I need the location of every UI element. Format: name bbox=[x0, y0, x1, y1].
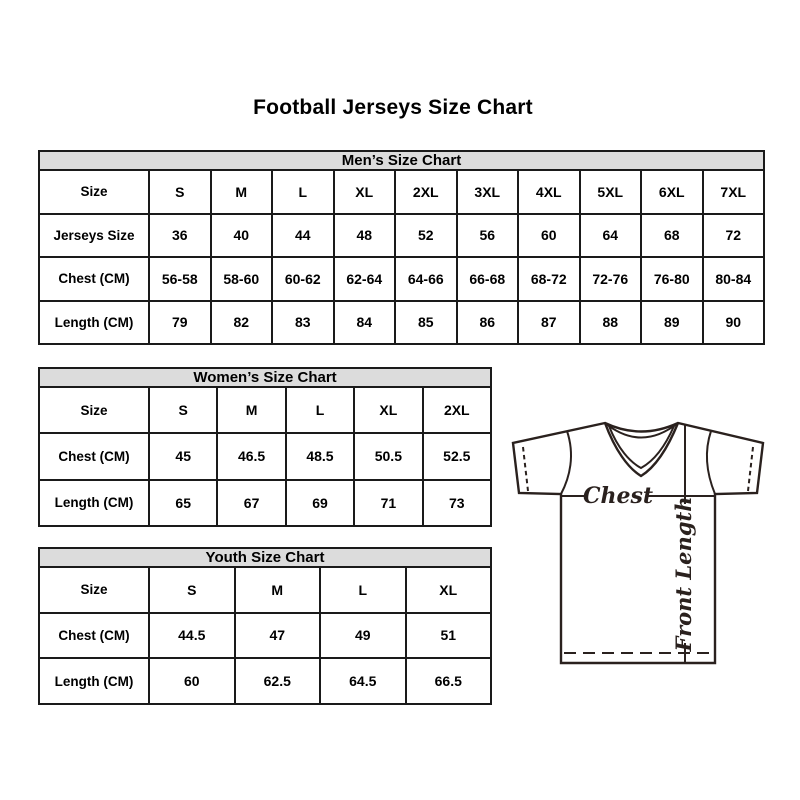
mens-value-cell: 66-68 bbox=[457, 257, 519, 301]
mens-row-label: Jerseys Size bbox=[39, 214, 149, 258]
mens-row bbox=[39, 170, 764, 214]
mens-value-cell: 5XL bbox=[580, 170, 642, 214]
youth-value-cell: 60 bbox=[149, 658, 235, 704]
youth-value-cell: 62.5 bbox=[235, 658, 321, 704]
womens-value-cell: 67 bbox=[217, 480, 285, 526]
womens-value-cell: L bbox=[286, 387, 354, 433]
jersey-measurement-diagram bbox=[500, 400, 780, 680]
mens-row bbox=[39, 214, 764, 258]
womens-row bbox=[39, 387, 491, 433]
mens-value-cell: 60 bbox=[518, 214, 580, 258]
womens-value-cell: 48.5 bbox=[286, 433, 354, 479]
mens-row-label: Length (CM) bbox=[39, 301, 149, 345]
mens-value-cell: 56 bbox=[457, 214, 519, 258]
womens-value-cell: 50.5 bbox=[354, 433, 422, 479]
front-length-label: Front Length bbox=[671, 496, 696, 652]
mens-value-cell: 2XL bbox=[395, 170, 457, 214]
youth-value-cell: 47 bbox=[235, 613, 321, 659]
mens-size-table bbox=[38, 150, 765, 345]
youth-value-cell: 64.5 bbox=[320, 658, 406, 704]
mens-value-cell: 89 bbox=[641, 301, 703, 345]
womens-value-cell: 73 bbox=[423, 480, 491, 526]
mens-value-cell: 76-80 bbox=[641, 257, 703, 301]
youth-row-label: Size bbox=[39, 567, 149, 613]
mens-value-cell: L bbox=[272, 170, 334, 214]
womens-value-cell: 2XL bbox=[423, 387, 491, 433]
womens-header-row bbox=[39, 368, 491, 387]
mens-value-cell: 64 bbox=[580, 214, 642, 258]
mens-value-cell: 80-84 bbox=[703, 257, 765, 301]
mens-value-cell: 56-58 bbox=[149, 257, 211, 301]
mens-value-cell: 52 bbox=[395, 214, 457, 258]
mens-value-cell: 86 bbox=[457, 301, 519, 345]
chest-label: Chest bbox=[582, 483, 654, 509]
youth-header-row bbox=[39, 548, 491, 567]
mens-value-cell: 3XL bbox=[457, 170, 519, 214]
womens-value-cell: 65 bbox=[149, 480, 217, 526]
womens-row bbox=[39, 433, 491, 479]
youth-value-cell: M bbox=[235, 567, 321, 613]
womens-value-cell: S bbox=[149, 387, 217, 433]
mens-value-cell: 82 bbox=[211, 301, 273, 345]
womens-value-cell: 45 bbox=[149, 433, 217, 479]
mens-value-cell: 72-76 bbox=[580, 257, 642, 301]
youth-value-cell: 51 bbox=[406, 613, 492, 659]
mens-value-cell: 72 bbox=[703, 214, 765, 258]
womens-value-cell: M bbox=[217, 387, 285, 433]
youth-value-cell: 66.5 bbox=[406, 658, 492, 704]
mens-value-cell: 68-72 bbox=[518, 257, 580, 301]
youth-value-cell: XL bbox=[406, 567, 492, 613]
mens-value-cell: 58-60 bbox=[211, 257, 273, 301]
youth-row bbox=[39, 658, 491, 704]
mens-header-row bbox=[39, 151, 764, 170]
womens-value-cell: 46.5 bbox=[217, 433, 285, 479]
youth-value-cell: 49 bbox=[320, 613, 406, 659]
youth-row bbox=[39, 613, 491, 659]
womens-row-label: Chest (CM) bbox=[39, 433, 149, 479]
mens-value-cell: 83 bbox=[272, 301, 334, 345]
mens-value-cell: S bbox=[149, 170, 211, 214]
mens-row bbox=[39, 301, 764, 345]
mens-value-cell: 64-66 bbox=[395, 257, 457, 301]
womens-value-cell: 69 bbox=[286, 480, 354, 526]
womens-value-cell: 52.5 bbox=[423, 433, 491, 479]
mens-value-cell: 84 bbox=[334, 301, 396, 345]
mens-value-cell: 4XL bbox=[518, 170, 580, 214]
mens-value-cell: 6XL bbox=[641, 170, 703, 214]
womens-row-label: Length (CM) bbox=[39, 480, 149, 526]
mens-value-cell: 79 bbox=[149, 301, 211, 345]
mens-value-cell: 40 bbox=[211, 214, 273, 258]
mens-row bbox=[39, 257, 764, 301]
mens-value-cell: 60-62 bbox=[272, 257, 334, 301]
mens-row-label: Chest (CM) bbox=[39, 257, 149, 301]
mens-value-cell: 44 bbox=[272, 214, 334, 258]
youth-row bbox=[39, 567, 491, 613]
mens-value-cell: XL bbox=[334, 170, 396, 214]
mens-value-cell: 85 bbox=[395, 301, 457, 345]
youth-row-label: Chest (CM) bbox=[39, 613, 149, 659]
mens-table-title: Men’s Size Chart bbox=[39, 151, 764, 170]
womens-value-cell: 71 bbox=[354, 480, 422, 526]
mens-value-cell: 62-64 bbox=[334, 257, 396, 301]
womens-row bbox=[39, 480, 491, 526]
youth-table-title: Youth Size Chart bbox=[39, 548, 491, 567]
youth-value-cell: L bbox=[320, 567, 406, 613]
youth-row-label: Length (CM) bbox=[39, 658, 149, 704]
mens-value-cell: 36 bbox=[149, 214, 211, 258]
mens-value-cell: 90 bbox=[703, 301, 765, 345]
mens-value-cell: 48 bbox=[334, 214, 396, 258]
mens-value-cell: 7XL bbox=[703, 170, 765, 214]
mens-value-cell: 68 bbox=[641, 214, 703, 258]
page-title: Football Jerseys Size Chart bbox=[253, 96, 533, 119]
youth-size-table bbox=[38, 547, 492, 705]
womens-value-cell: XL bbox=[354, 387, 422, 433]
jersey-outline-shape bbox=[513, 423, 763, 663]
mens-value-cell: 88 bbox=[580, 301, 642, 345]
mens-value-cell: M bbox=[211, 170, 273, 214]
mens-row-label: Size bbox=[39, 170, 149, 214]
youth-value-cell: 44.5 bbox=[149, 613, 235, 659]
womens-row-label: Size bbox=[39, 387, 149, 433]
womens-table-title: Women’s Size Chart bbox=[39, 368, 491, 387]
youth-value-cell: S bbox=[149, 567, 235, 613]
womens-size-table bbox=[38, 367, 492, 527]
mens-value-cell: 87 bbox=[518, 301, 580, 345]
